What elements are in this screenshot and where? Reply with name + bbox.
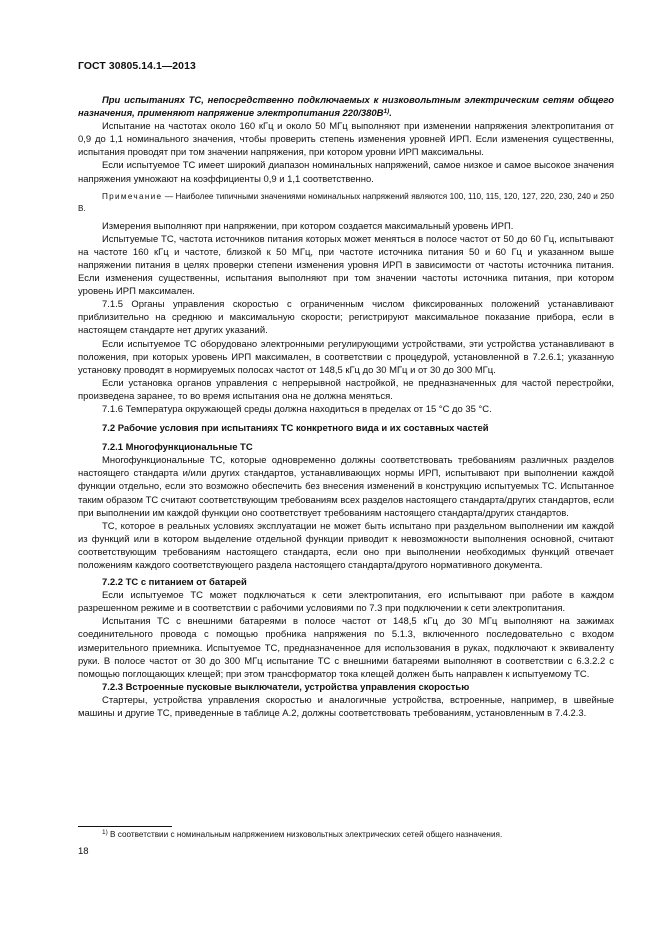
paragraph: Испытание на частотах около 160 кГц и около 50 МГц выполняют при изменении напряжения электропитания от 0,9 до 1,1 номинального значения, чтобы проверить степень изменения уровней ИРП. Если изменения существенны, испытания проводят при том значении напряжения, при котором уровни ИРП максимальны. xyxy=(78,121,614,159)
paragraph: ТС, которое в реальных условиях эксплуатации не может быть испытано при раздельном выполнении им каждой из функций или в котором выделение отдельной функции приводит к невозможности выполнения основной, считают соответствующим требованиям настоящего стандарта, если оно при выполнении необходимых функций отвечает положениям каждого соответствующего раздела настоящего стандарта/другого нормативного документа. xyxy=(78,520,614,571)
paragraph: Если испытуемое ТС может подключаться к сети электропитания, его испытывают при работе в каждом разрешенном режиме и в соответствии с рабочими условиями по 7.3 при подключении к сети электропитания. xyxy=(78,590,614,615)
footnote-marker: 1) xyxy=(102,829,108,836)
note-label: Примечание xyxy=(102,191,163,201)
footnote-text: В соответствии с номинальным напряжением низковольтных электрических сетей общего назначения. xyxy=(107,830,503,839)
lead-heading-text: При испытаниях ТС, непосредственно подключаемых к низковольтным электрическим сетям общего назначения, применяют напряжение электропитания 220/380В xyxy=(78,95,614,120)
paragraph: Если установка органов управления с непрерывной настройкой, не предназначенных для частой перестройки, произведена заранее, то во время испытания она не должна меняться. xyxy=(78,377,614,402)
paragraph: Испытуемые ТС, частота источников питания которых может меняться в полосе частот от 50 до 60 Гц, испытывают на частоте 160 кГц и частоте, близкой к 50 МГц, при частоте источника питания 50 и 60 Гц и указанном выше напряжении питания в целях проверки степени изменения уровня ИРП в зависимости от частоты источника питания. Если изменения существенны, испытания выполняют при том значении частоты источника питания, при котором уровень ИРП максимален. xyxy=(78,233,614,298)
section-heading-7-2-1: 7.2.1 Многофункциональные ТС xyxy=(102,442,253,454)
paragraph: Если испытуемое ТС оборудовано электронными регулирующими устройствами, эти устройства устанавливают в положения, при которых уровень ИРП максимален, в соответствии с процедурой, установленной в 7.2.6.1; указанную установку проводят в нормируемых полосах частот от 148,5 кГц до 30 МГц и от 30 до 300 МГц. xyxy=(78,338,614,376)
note xyxy=(78,191,614,216)
paragraph: Стартеры, устройства управления скоростью и аналогичные устройства, встроенные, например, в швейные машины и другие ТС, приведенные в таблице А.2, должны соответствовать требованиям, установленным в 7.4.2.3. xyxy=(78,694,614,720)
document-body xyxy=(78,94,614,720)
section-heading-7-2-3: 7.2.3 Встроенные пусковые выключатели, устройства управления скоростью xyxy=(102,681,470,693)
note-text: — Наиболее типичными значениями номинальных напряжений являются 100, 110, 115, 120, 127, 220, 230, 240 и 250 В. xyxy=(78,191,614,214)
document-code-header: ГОСТ 30805.14.1—2013 xyxy=(78,61,196,72)
paragraph: 7.1.6 Температура окружающей среды должна находиться в пределах от 15 °С до 35 °С. xyxy=(102,403,492,415)
section-heading-7-2-2: 7.2.2 ТС с питанием от батарей xyxy=(102,577,247,589)
footnote-reference: 1) xyxy=(383,108,390,116)
lead-heading-end: . xyxy=(389,108,392,120)
page-number: 18 xyxy=(78,846,89,857)
paragraph: 7.1.5 Органы управления скоростью с ограниченным числом фиксированных положений устанавливают приблизительно на среднюю и максимальную скорости; регистрируют максимальное показание прибора, если в настоящем стандарте нет других указаний. xyxy=(78,299,614,337)
lead-heading xyxy=(78,94,614,120)
paragraph: Измерения выполняют при напряжении, при котором создается максимальный уровень ИРП. xyxy=(102,220,514,232)
paragraph: Испытания ТС с внешними батареями в полосе частот от 148,5 кГц до 30 МГц выполняют на зажимах соединительного провода с помощью пробника напряжения по 5.1.3, включенного последовательно с входом измерительного приемника. Испытуемое ТС, предназначенное для использования в руках, подключают к эквиваленту руки. В полосе частот от 30 до 300 МГц испытание ТС с внешними батареями выполняют в соответствии с 6.3.2.2 с помощью поглощающих клещей; при этом трансформатор тока клещей должен быть направлен к испытуемому ТС. xyxy=(78,616,614,680)
paragraph: Многофункциональные ТС, которые одновременно должны соответствовать требованиям различных разделов настоящего стандарта и/или других стандартов, устанавливающих нормы ИРП, испытывают при выполнении каждой функции отдельно, если это возможно обеспечить без внесения изменений в конструкцию испытуемых ТС. Испытанное таким образом ТС считают соответствующим требованиям всех разделов настоящего стандарта/других стандартов, если при выполнении им каждой функции оно соответствует требованиям настоящего стандарта/других стандартов. xyxy=(78,455,614,519)
footnote-divider xyxy=(78,826,172,827)
paragraph: Если испытуемое ТС имеет широкий диапазон номинальных напряжений, самое низкое и самое высокое значения напряжения умножают на коэффициенты 0,9 и 1,1 соответственно. xyxy=(78,160,614,185)
footnote xyxy=(78,829,614,840)
section-heading-7-2: 7.2 Рабочие условия при испытаниях ТС конкретного вида и их составных частей xyxy=(102,423,489,435)
